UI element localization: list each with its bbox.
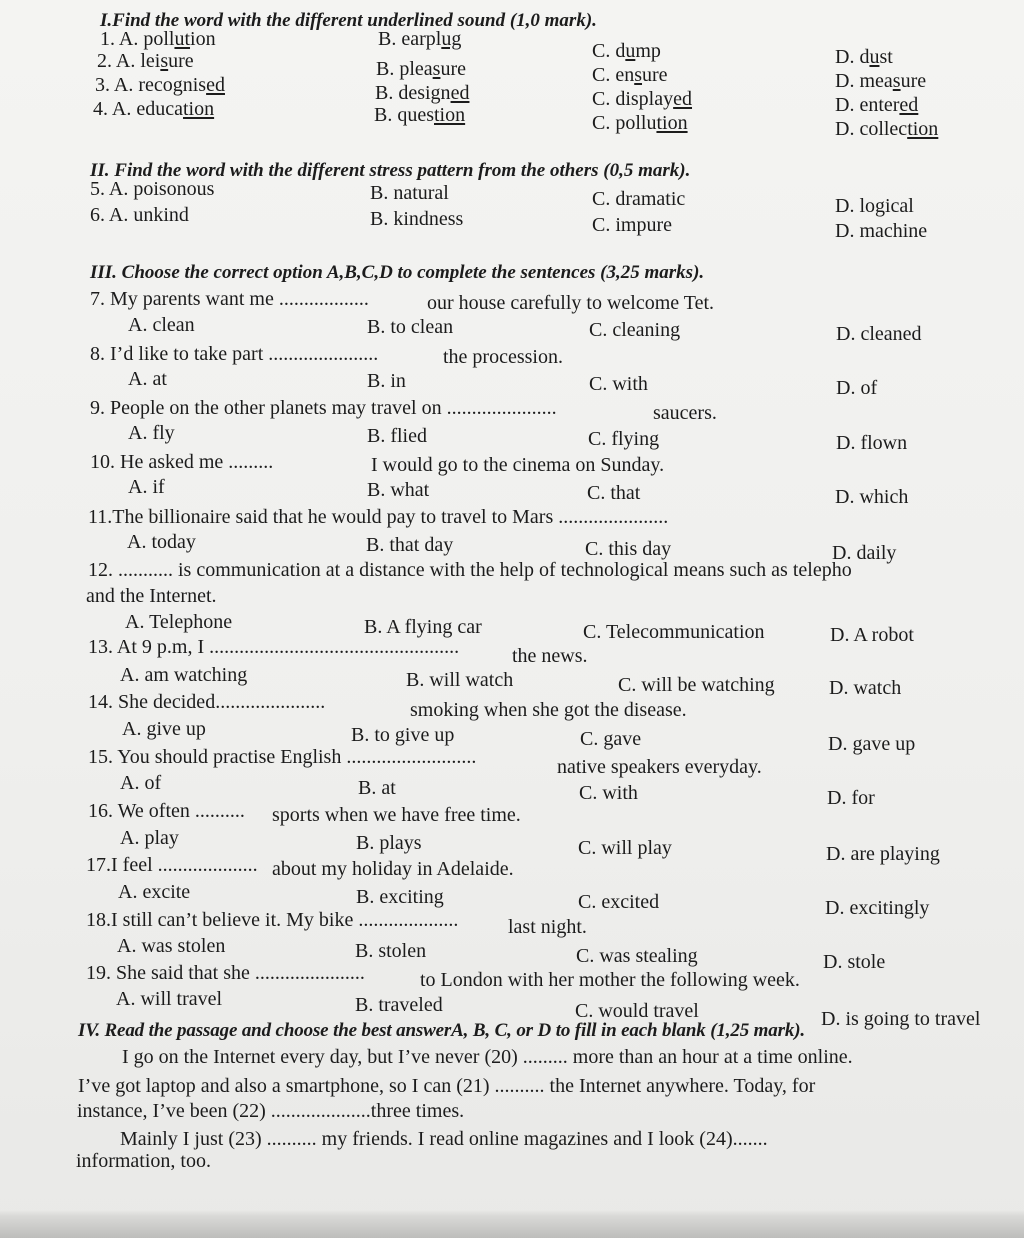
q8-option-b: B. in xyxy=(367,370,406,392)
q19-option-c: C. would travel xyxy=(575,1000,699,1022)
q17-option-d: D. excitingly xyxy=(825,897,930,919)
q8-option-a: A. at xyxy=(128,368,167,390)
q3-c-underlined: ed xyxy=(673,88,693,110)
q1-a-pre: 1. A. poll xyxy=(100,28,175,50)
q4-a-underlined: tion xyxy=(182,98,215,120)
q17-option-c: C. excited xyxy=(578,891,660,913)
q15-stem-b: native speakers everyday. xyxy=(557,756,762,778)
q6-option-b: B. kindness xyxy=(370,208,464,230)
q11-option-b: B. that day xyxy=(366,534,454,556)
question-4-row xyxy=(0,98,1024,140)
question-9-options xyxy=(0,422,1024,452)
q3-c-pre: C. display xyxy=(592,88,674,110)
q15-stem-a: 15. You should practise English .......................... xyxy=(88,746,477,768)
q4-d-underlined: tion xyxy=(907,118,939,140)
page-bottom-edge xyxy=(0,1216,1024,1238)
q1-c-underlined: u xyxy=(625,40,636,62)
q3-b-pre: B. design xyxy=(375,82,451,104)
question-14-stem xyxy=(0,691,1024,721)
q10-stem-b: I would go to the cinema on Sunday. xyxy=(371,454,665,476)
q6-option-c: C. impure xyxy=(592,214,672,236)
question-8-options xyxy=(0,368,1024,398)
q16-stem-b: sports when we have free time. xyxy=(272,804,521,826)
q3-a-underlined: ed xyxy=(206,74,225,96)
q6-option-d: D. machine xyxy=(835,220,928,242)
q18-stem-a: 18.I still can’t believe it. My bike .................... xyxy=(86,909,459,931)
q1-option-a xyxy=(100,28,216,51)
q1-c-pre: C. d xyxy=(592,40,626,62)
q2-d-post: ure xyxy=(900,70,927,92)
q17-option-b: B. exciting xyxy=(356,886,444,908)
question-11-options xyxy=(0,531,1024,564)
q18-option-b: B. stolen xyxy=(355,940,427,962)
question-15-options xyxy=(0,772,1024,809)
q18-stem-b: last night. xyxy=(508,916,587,938)
q12-option-a: A. Telephone xyxy=(125,611,233,633)
q2-b-underlined: s xyxy=(432,58,441,80)
q3-a-pre: 3. A. recognis xyxy=(95,74,207,96)
q12-stem-b: and the Internet. xyxy=(86,585,217,607)
q1-option-b xyxy=(378,28,461,51)
q4-option-b xyxy=(374,104,465,127)
question-17-stem xyxy=(0,854,1024,884)
q12-option-c: C. Telecommunication xyxy=(583,621,765,643)
q17-stem-b: about my holiday in Adelaide. xyxy=(272,858,514,880)
q16-option-a: A. play xyxy=(120,827,179,849)
q11-option-d: D. daily xyxy=(832,542,897,564)
q2-c-pre: C. en xyxy=(592,64,635,86)
q7-option-a: A. clean xyxy=(128,314,195,336)
q16-option-d: D. are playing xyxy=(826,843,940,865)
q13-option-b: B. will watch xyxy=(406,669,514,691)
q11-option-c: C. this day xyxy=(585,538,672,560)
q19-option-a: A. will travel xyxy=(116,988,223,1010)
q9-stem-b: saucers. xyxy=(653,402,717,424)
question-7-options xyxy=(0,314,1024,344)
q19-option-d: D. is going to travel xyxy=(821,1008,981,1030)
q14-option-c: C. gave xyxy=(580,728,642,750)
q5-option-a: 5. A. poisonous xyxy=(90,178,215,200)
q2-b-post: ure xyxy=(440,58,466,80)
question-17-options xyxy=(0,881,1024,919)
q14-stem-a: 14. She decided...................... xyxy=(88,691,326,713)
q14-option-d: D. gave up xyxy=(828,733,916,755)
q2-a-pre: 2. A. lei xyxy=(97,50,161,72)
q2-option-a xyxy=(97,50,194,73)
q5-option-b: B. natural xyxy=(370,182,449,204)
q9-option-b: B. flied xyxy=(367,425,427,447)
q8-stem-a: 8. I’d like to take part ...................... xyxy=(90,343,379,365)
q1-a-post: ion xyxy=(190,28,216,50)
q4-c-underlined: tion xyxy=(656,112,688,134)
q2-c-post: ure xyxy=(642,64,668,86)
q1-b-underlined: ug xyxy=(441,28,462,50)
section-3-heading: III. Choose the correct option A,B,C,D to complete the sentences (3,25 marks). xyxy=(90,262,705,283)
q16-stem-a: 16. We often .......... xyxy=(88,800,245,822)
q9-stem-a: 9. People on the other planets may travel on ...................... xyxy=(90,397,557,419)
q4-option-d xyxy=(835,118,938,141)
question-14-options xyxy=(0,718,1024,755)
section-4-heading: IV. Read the passage and choose the best answerA, B, C, or D to fill in each blank (1,25 mark). xyxy=(78,1020,805,1041)
q11-option-a: A. today xyxy=(127,531,196,553)
passage-text-5: information, too. xyxy=(76,1150,211,1172)
q12-option-b: B. A flying car xyxy=(364,616,482,638)
q19-stem-a: 19. She said that she ...................... xyxy=(86,962,365,984)
q13-option-a: A. am watching xyxy=(120,664,248,686)
passage-text-3: instance, I’ve been (22) ....................three times. xyxy=(77,1100,465,1122)
q12-option-d: D. A robot xyxy=(830,624,914,646)
q2-d-pre: D. mea xyxy=(835,70,893,92)
question-19-options xyxy=(0,988,1024,1030)
question-13-options xyxy=(0,664,1024,699)
passage-text-1: I go on the Internet every day, but I’ve never (20) ......... more than an hour at a time online. xyxy=(122,1046,853,1068)
passage-text-4: Mainly I just (23) .......... my friends. I read online magazines and I look (24)....... xyxy=(120,1128,768,1150)
q11-stem-a: 11.The billionaire said that he would pay to travel to Mars ...................... xyxy=(88,506,669,528)
passage-line-1 xyxy=(0,1046,1024,1076)
question-6-row xyxy=(0,204,1024,242)
question-10-options xyxy=(0,476,1024,506)
q8-stem-b: the procession. xyxy=(443,346,563,368)
q4-b-underlined: tion xyxy=(434,104,466,126)
q7-option-c: C. cleaning xyxy=(589,319,681,341)
q13-option-d: D. watch xyxy=(829,677,902,699)
q10-option-b: B. what xyxy=(367,479,430,501)
q7-option-d: D. cleaned xyxy=(836,323,922,345)
q5-option-d: D. logical xyxy=(835,195,914,217)
q15-option-c: C. with xyxy=(579,782,638,804)
q2-a-post: ure xyxy=(168,50,194,72)
q10-option-a: A. if xyxy=(128,476,165,498)
q2-b-pre: B. plea xyxy=(376,58,433,80)
q18-option-a: A. was stolen xyxy=(117,935,226,957)
q9-option-d: D. flown xyxy=(836,432,908,454)
q3-d-underlined: ed xyxy=(899,94,919,116)
q5-option-c: C. dramatic xyxy=(592,188,686,210)
q15-option-d: D. for xyxy=(827,787,875,809)
passage-line-3 xyxy=(0,1100,1024,1130)
q13-option-c: C. will be watching xyxy=(618,674,775,696)
q14-stem-b: smoking when she got the disease. xyxy=(410,699,687,721)
q8-option-d: D. of xyxy=(836,377,878,399)
q1-d-pre: D. d xyxy=(835,46,870,68)
passage-line-5 xyxy=(0,1150,1024,1180)
q3-option-a xyxy=(95,74,225,97)
q4-b-pre: B. ques xyxy=(374,104,434,126)
q3-b-underlined: ed xyxy=(450,82,470,104)
q14-option-a: A. give up xyxy=(122,718,206,740)
q18-option-d: D. stole xyxy=(823,951,886,973)
q14-option-b: B. to give up xyxy=(351,724,455,746)
q10-option-d: D. which xyxy=(835,486,909,508)
q13-stem-b: the news. xyxy=(512,645,588,667)
q13-stem-a: 13. At 9 p.m, I .................................................. xyxy=(88,636,460,658)
q16-option-b: B. plays xyxy=(356,832,422,854)
q17-option-a: A. excite xyxy=(118,881,191,903)
q7-option-b: B. to clean xyxy=(367,316,454,338)
q18-option-c: C. was stealing xyxy=(576,945,698,967)
q10-stem-a: 10. He asked me ......... xyxy=(90,451,274,473)
q1-c-post: mp xyxy=(635,40,661,62)
q4-a-pre: 4. A. educa xyxy=(93,98,183,120)
q2-a-underlined: s xyxy=(160,50,169,72)
q4-c-pre: C. pollu xyxy=(592,112,657,134)
q19-option-b: B. traveled xyxy=(355,994,443,1016)
q7-stem-a: 7. My parents want me .................. xyxy=(90,288,369,310)
section-1-heading: I.Find the word with the different underlined sound (1,0 mark). xyxy=(100,10,597,31)
q1-d-post: st xyxy=(879,46,893,68)
q4-option-c xyxy=(592,112,688,135)
question-13-stem xyxy=(0,636,1024,666)
q15-option-a: A. of xyxy=(120,772,162,794)
q10-option-c: C. that xyxy=(587,482,641,504)
q16-option-c: C. will play xyxy=(578,837,672,859)
q19-stem-b: to London with her mother the following week. xyxy=(420,969,800,991)
section-2-heading: II. Find the word with the different stress pattern from the others (0,5 mark). xyxy=(90,160,691,181)
q9-option-c: C. flying xyxy=(588,428,660,450)
q15-option-b: B. at xyxy=(358,777,396,799)
q2-c-underlined: s xyxy=(634,64,643,86)
q8-option-c: C. with xyxy=(589,373,648,395)
passage-text-2: I’ve got laptop and also a smartphone, so I can (21) .......... the Internet anywhere. Today, for xyxy=(78,1075,816,1097)
q4-option-a xyxy=(93,98,214,121)
q4-d-pre: D. collec xyxy=(835,118,908,140)
q1-d-underlined: u xyxy=(869,46,880,68)
q9-option-a: A. fly xyxy=(128,422,175,444)
q1-a-underlined: ut xyxy=(174,28,191,50)
q2-d-underlined: s xyxy=(892,70,901,92)
q17-stem-a: 17.I feel .................... xyxy=(86,854,258,876)
q1-b-pre: B. earpl xyxy=(378,28,442,50)
q3-d-pre: D. enter xyxy=(835,94,900,116)
question-16-stem xyxy=(0,800,1024,830)
q6-option-a: 6. A. unkind xyxy=(90,204,189,226)
q7-stem-b: our house carefully to welcome Tet. xyxy=(427,292,715,314)
q12-stem-a: 12. ........... is communication at a distance with the help of technological means such as telepho xyxy=(88,559,852,581)
